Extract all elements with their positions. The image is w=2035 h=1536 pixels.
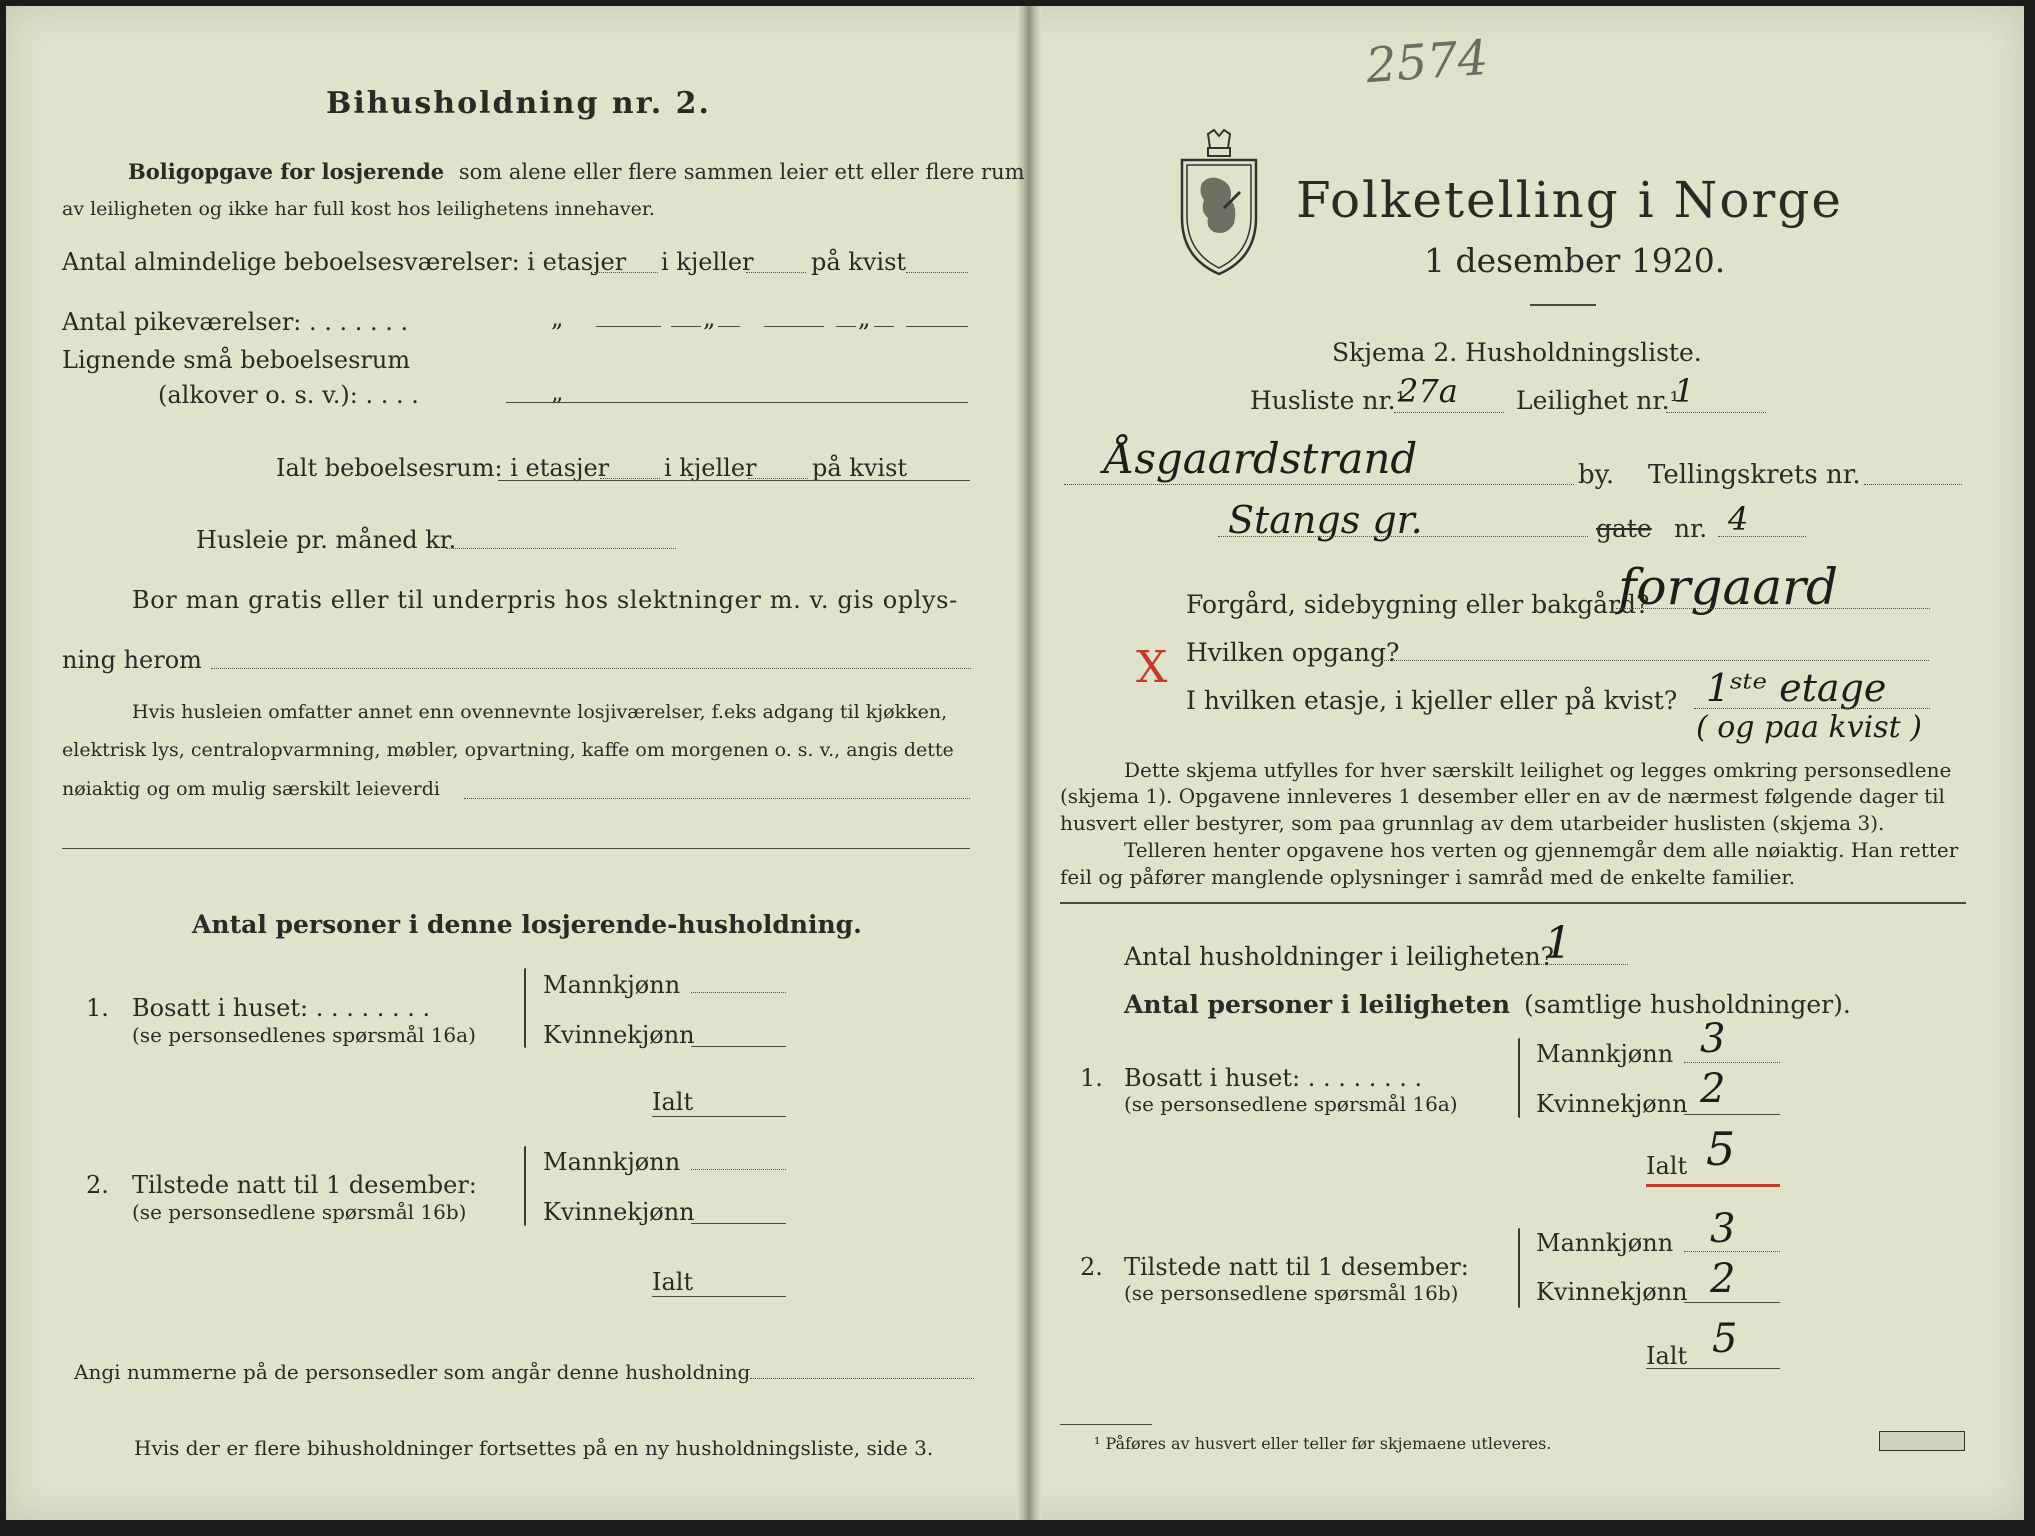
lignende-label-2: (alkover o. s. v.): . . . . [158, 381, 419, 409]
angi-line [750, 1378, 974, 1379]
right-q1-ialt: Ialt [1646, 1152, 1688, 1180]
by-line [1064, 484, 1574, 485]
gate-label: gate [1596, 514, 1652, 543]
census-sheet [6, 6, 2024, 1520]
left-blank-line [62, 848, 970, 849]
norway-crest-icon [1178, 128, 1260, 278]
left-q2-mann: Mannkjønn [543, 1148, 681, 1176]
right-date: 1 desember 1920. [1424, 241, 1726, 280]
opgang-label: Hvilken opgang? [1186, 638, 1400, 667]
right-q1-ialt-value: 5 [1706, 1122, 1736, 1176]
left-title: Bihusholdning nr. 2. [326, 86, 711, 121]
right-q2-brace [1518, 1228, 1520, 1308]
husleien-line1: Hvis husleien omfatter annet enn ovennevnte losjiværelser, f.eks adgang til kjøkken, [132, 701, 948, 723]
pike-line-4 [764, 326, 824, 327]
para1-line2: (skjema 1). Opgavene innleveres 1 desember eller en av de nærmest følgende dager til [1060, 784, 1945, 808]
ialt-rooms-kjeller: i kjeller [664, 454, 757, 482]
left-q2-mann-line [691, 1169, 786, 1170]
left-q1-kvinne: Kvinnekjønn [543, 1021, 695, 1049]
lignende-ditto-1: „ [551, 378, 564, 406]
footnote-rule [1060, 1424, 1152, 1425]
right-q1-brace [1518, 1038, 1520, 1118]
etasje-value-2: ( og paa kvist ) [1696, 710, 1922, 745]
pike-label: Antal pikeværelser: . . . . . . . [62, 308, 409, 336]
husleien-line2: elektrisk lys, centralopvarmning, møbler, opvartning, kaffe om morgenen o. s. v., angis dette [62, 739, 954, 761]
rooms-etasjer-line [594, 272, 658, 273]
etasje-label: I hvilken etasje, i kjeller eller på kvist? [1186, 686, 1678, 715]
left-q2-ialt-line [652, 1296, 786, 1297]
ialt-rooms-underline [498, 480, 970, 481]
right-persons-heading-rest: (samtlige husholdninger). [1524, 990, 1851, 1019]
nr-value: 4 [1728, 500, 1749, 538]
right-q1-ialt-line [1646, 1184, 1780, 1187]
husleien-line [464, 798, 970, 799]
left-q1-num: 1. [86, 994, 109, 1022]
lignende-label-1: Lignende små beboelsesrum [62, 346, 411, 374]
etasje-value-1: 1ˢᵗᵉ etage [1706, 666, 1887, 710]
pike-line-2 [671, 326, 701, 327]
right-section-rule [1060, 902, 1966, 904]
left-q2-ialt: Ialt [652, 1268, 694, 1296]
tellingskrets-line [1864, 484, 1962, 485]
para2-line1: Telleren henter opgavene hos verten og gjennemgår dem alle nøiaktig. Han retter [1124, 838, 1959, 862]
husholdninger-label: Antal husholdninger i leiligheten? [1124, 942, 1555, 971]
para2-line2: feil og påfører manglende oplysninger i samråd med de enkelte familier. [1060, 865, 1796, 889]
ialt-rooms-label: Ialt beboelsesrum: i etasjer [276, 454, 610, 482]
left-q2-kvinne: Kvinnekjønn [543, 1198, 695, 1226]
title-rule [1530, 304, 1596, 306]
left-intro-line1 [128, 159, 1025, 184]
left-q1-brace [524, 968, 526, 1048]
rooms-kjeller: i kjeller [661, 248, 754, 276]
right-q2-mann-value: 3 [1710, 1206, 1736, 1252]
gratis-line1: Bor man gratis eller til underpris hos slektninger m. v. gis oplys- [132, 586, 958, 614]
pike-line-7 [906, 326, 968, 327]
angi-label: Angi nummerne på de personsedler som angår denne husholdning [74, 1360, 751, 1384]
right-q1-sub: (se personsedlene spørsmål 16a) [1124, 1092, 1458, 1116]
right-q1-mann: Mannkjønn [1536, 1040, 1674, 1068]
skjema-label: Skjema 2. Husholdningsliste. [1332, 338, 1702, 367]
left-intro-line2: av leiligheten og ikke har full kost hos leilighetens innehaver. [62, 198, 655, 220]
left-q1-ialt-line [652, 1116, 786, 1117]
right-q1-label: Bosatt i huset: . . . . . . . . [1124, 1064, 1423, 1092]
page-fold [1016, 6, 1042, 1520]
pike-line-3 [718, 326, 740, 327]
rooms-kvist-line [906, 272, 968, 273]
left-q1-mann: Mannkjønn [543, 971, 681, 999]
husliste-label: Husliste nr.¹ [1250, 386, 1406, 415]
pike-line-6 [874, 326, 894, 327]
husleie-label: Husleie pr. måned kr. [196, 526, 457, 554]
right-q2-label: Tilstede natt til 1 desember: [1124, 1253, 1469, 1281]
para1-line3: husvert eller bestyrer, som paa grunnlag av dem utarbeider huslisten (skjema 3). [1060, 811, 1885, 835]
by-value: Åsgaardstrand [1104, 434, 1418, 483]
pike-line-5 [836, 326, 856, 327]
x-mark: X [1136, 642, 1168, 693]
pike-ditto-2: „ [703, 304, 716, 332]
right-q1-kvinne-line [1684, 1114, 1780, 1115]
right-q2-mann: Mannkjønn [1536, 1229, 1674, 1257]
gratis-line [211, 668, 971, 669]
left-q1-kvinne-line [691, 1046, 786, 1047]
right-q2-kvinne-value: 2 [1710, 1256, 1736, 1302]
intro-bold: Boligopgave for losjerende [128, 159, 445, 184]
left-persons-heading: Antal personer i denne losjerende-husholdning. [192, 910, 862, 939]
para1-line1: Dette skjema utfylles for hver særskilt leilighet og legges omkring personsedlene [1124, 758, 1952, 782]
lignende-line-1 [506, 402, 968, 403]
gratis-line2: ning herom [62, 646, 202, 674]
left-q1-ialt: Ialt [652, 1088, 694, 1116]
right-q2-kvinne-line [1684, 1302, 1780, 1303]
intro-rest: som alene eller flere sammen leier ett eller flere rum [458, 160, 1025, 184]
husliste-value: 27a [1398, 372, 1458, 410]
husleien-line3: nøiaktig og om mulig særskilt leieverdi [62, 778, 440, 800]
nr-label: nr. [1674, 514, 1708, 543]
right-q2-sub: (se personsedlene spørsmål 16b) [1124, 1281, 1459, 1305]
opgang-line [1381, 660, 1929, 661]
by-label: by. [1578, 460, 1615, 490]
right-footnote: ¹ Påføres av husvert eller teller før skjemaene utleveres. [1094, 1434, 1552, 1453]
right-persons-heading-bold: Antal personer i leiligheten [1124, 990, 1511, 1019]
forgard-label: Forgård, sidebygning eller bakgård? [1186, 590, 1650, 619]
left-q1-mann-line [691, 992, 786, 993]
right-q1-mann-line [1684, 1062, 1780, 1063]
rooms-label: Antal almindelige beboelsesværelser: i etasjer [62, 248, 627, 276]
gate-line [1218, 536, 1588, 537]
left-q1-label: Bosatt i huset: . . . . . . . . [132, 994, 431, 1022]
right-q2-ialt-line [1646, 1368, 1780, 1369]
left-q2-kvinne-line [691, 1223, 786, 1224]
ialt-rooms-etasjer-line [600, 478, 660, 479]
ialt-rooms-kjeller-line [748, 478, 808, 479]
right-q1-num: 1. [1080, 1064, 1103, 1092]
left-footer: Hvis der er flere bihusholdninger fortsettes på en ny husholdningsliste, side 3. [134, 1436, 934, 1460]
right-persons-heading [1124, 990, 1851, 1019]
left-q2-label: Tilstede natt til 1 desember: [132, 1171, 477, 1199]
left-q2-sub: (se personsedlene spørsmål 16b) [132, 1200, 467, 1224]
right-title: Folketelling i Norge [1296, 171, 1843, 229]
pike-ditto-3: „ [858, 304, 871, 332]
right-q1-kvinne-value: 2 [1700, 1066, 1726, 1112]
leilighet-value: 1 [1674, 372, 1695, 410]
right-q1-mann-value: 3 [1700, 1016, 1726, 1062]
gate-value: Stangs gr. [1228, 498, 1423, 542]
tellingskrets-label: Tellingskrets nr. [1648, 460, 1861, 490]
pike-line-1 [596, 326, 661, 327]
pike-ditto-1: „ [551, 304, 564, 332]
archive-number: 2574 [1364, 29, 1490, 95]
right-q2-kvinne: Kvinnekjønn [1536, 1278, 1688, 1306]
right-q1-kvinne: Kvinnekjønn [1536, 1090, 1688, 1118]
etasje-line [1694, 708, 1930, 709]
husliste-line [1394, 412, 1504, 413]
husleie-line [446, 548, 676, 549]
left-q2-num: 2. [86, 1171, 109, 1199]
husholdninger-line [1518, 964, 1628, 965]
right-q2-num: 2. [1080, 1253, 1103, 1281]
forgard-line [1616, 608, 1930, 609]
printer-stamp [1879, 1431, 1965, 1451]
leilighet-label: Leilighet nr.¹ [1516, 386, 1680, 415]
right-q2-ialt-value: 5 [1712, 1316, 1738, 1362]
husholdninger-value: 1 [1544, 918, 1572, 969]
leilighet-line [1666, 412, 1766, 413]
left-q2-brace [524, 1146, 526, 1226]
left-q1-sub: (se personsedlenes spørsmål 16a) [132, 1023, 476, 1047]
rooms-kvist: på kvist [811, 248, 907, 276]
right-q2-ialt: Ialt [1646, 1342, 1688, 1370]
ialt-rooms-kvist: på kvist [812, 454, 908, 482]
nr-line [1718, 536, 1806, 537]
forgard-value: forgaard [1618, 558, 1839, 616]
rooms-kjeller-line [746, 272, 806, 273]
right-q2-mann-line [1684, 1251, 1780, 1252]
